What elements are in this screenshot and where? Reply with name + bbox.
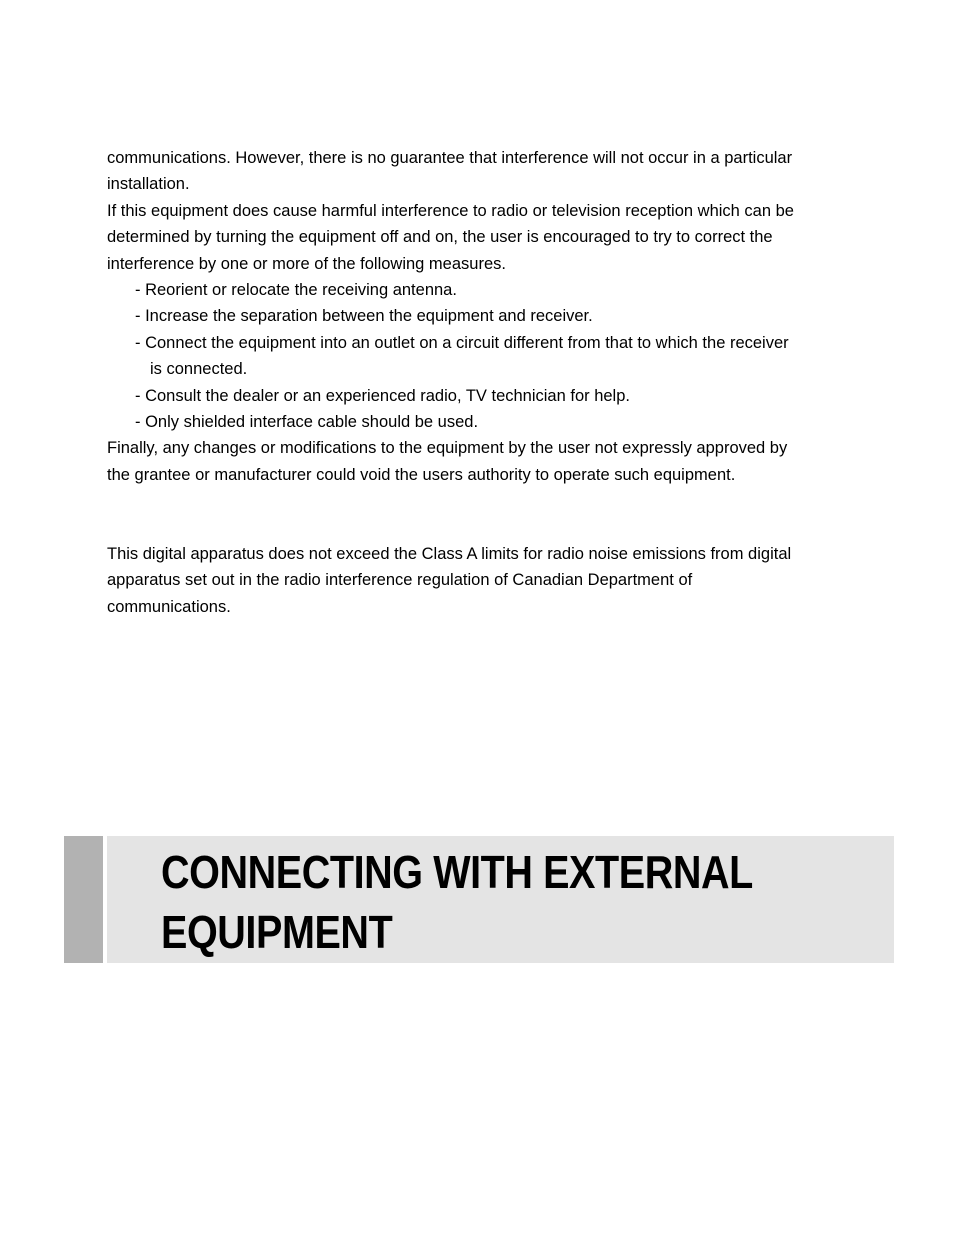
section-title-line-2: EQUIPMENT: [161, 906, 393, 958]
canada-line-3: communications.: [107, 597, 231, 616]
closing-line-1: Finally, any changes or modifications to the equipment by the user not expressly approved by: [107, 439, 788, 458]
section-title: [161, 842, 753, 962]
measure-item-outlet: - Connect the equipment into an outlet on a circuit different from that to which the receiver: [135, 333, 789, 352]
closing-line-2: the grantee or manufacturer could void the users authority to operate such equipment.: [107, 465, 736, 484]
fcc-notice-text: [107, 145, 867, 488]
measure-item-outlet-continued: is connected.: [150, 360, 248, 379]
fcc-line-2: installation.: [107, 175, 190, 194]
fcc-line-4: determined by turning the equipment off and on, the user is encouraged to try to correct the: [107, 228, 773, 247]
section-heading-banner: [64, 836, 894, 963]
measure-item-shielded-cable: - Only shielded interface cable should be used.: [135, 413, 479, 432]
canada-notice-text: [107, 541, 867, 620]
heading-accent-bar: [64, 836, 103, 963]
heading-background: [107, 836, 894, 963]
fcc-line-1: communications. However, there is no guarantee that interference will not occur in a particular: [107, 149, 793, 167]
section-title-line-1: CONNECTING WITH EXTERNAL: [161, 846, 753, 898]
measure-item-consult: - Consult the dealer or an experienced radio, TV technician for help.: [135, 386, 630, 405]
fcc-line-3: If this equipment does cause harmful interference to radio or television reception which can be: [107, 201, 794, 220]
canada-line-2: apparatus set out in the radio interference regulation of Canadian Department of: [107, 571, 693, 590]
fcc-line-5: interference by one or more of the following measures.: [107, 254, 506, 273]
canada-line-1: This digital apparatus does not exceed the Class A limits for radio noise emissions from digital: [107, 545, 792, 563]
measure-item-separation: - Increase the separation between the equipment and receiver.: [135, 307, 593, 326]
measure-item-reorient: - Reorient or relocate the receiving antenna.: [135, 281, 457, 300]
